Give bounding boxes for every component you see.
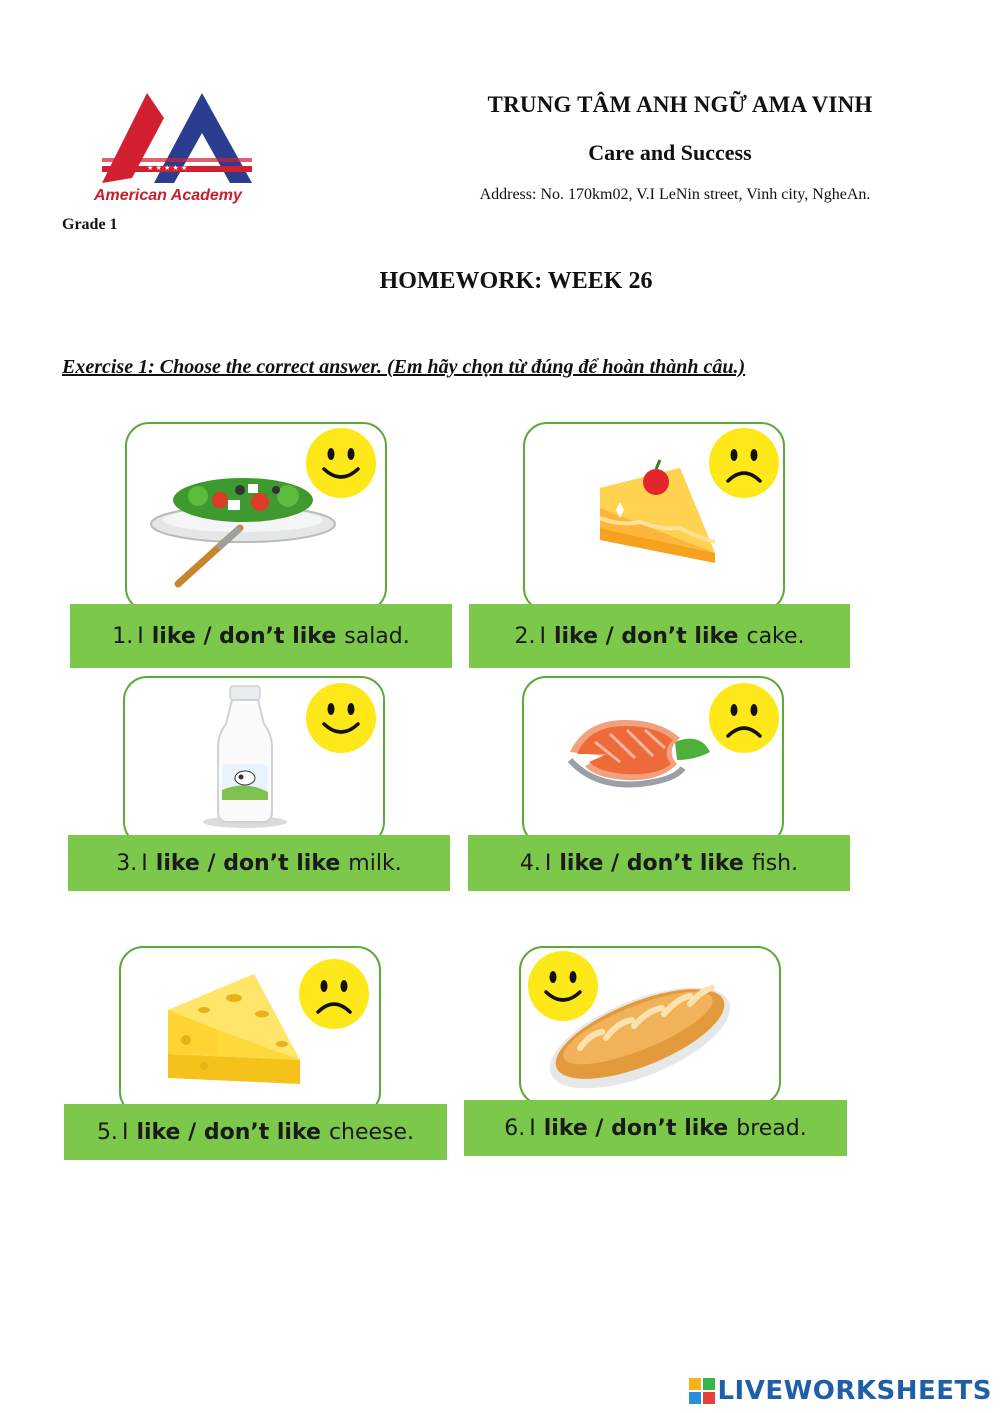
- slogan: Care and Success: [588, 140, 752, 165]
- item-number: 3.: [116, 850, 138, 876]
- like-dislike-choice[interactable]: like / don’t like: [559, 850, 744, 876]
- item-number: 1.: [112, 623, 134, 649]
- liveworksheets-logo-icon: [689, 1378, 715, 1404]
- sentence-bar-2[interactable]: [469, 604, 850, 668]
- sentence-bar-5[interactable]: [64, 1104, 447, 1160]
- happy-face-icon: [305, 427, 377, 499]
- item-number: 4.: [519, 850, 541, 876]
- sentence-bar-1[interactable]: [70, 604, 452, 668]
- homework-title: HOMEWORK: WEEK 26: [379, 268, 653, 294]
- happy-face-icon: [305, 682, 377, 754]
- item-number: 5.: [96, 1119, 118, 1145]
- sentence-bar-4[interactable]: [468, 835, 850, 891]
- milk-bottle-icon: [200, 684, 290, 829]
- like-dislike-choice[interactable]: like / don’t like: [543, 1115, 729, 1141]
- item-pronoun: I: [529, 1115, 536, 1141]
- cheese-icon: [164, 970, 304, 1088]
- item-food: cheese.: [328, 1119, 415, 1145]
- like-dislike-choice[interactable]: like / don’t like: [136, 1119, 321, 1145]
- like-dislike-choice[interactable]: like / don’t like: [155, 850, 341, 876]
- liveworksheets-brand[interactable]: [689, 1376, 992, 1406]
- item-pronoun: I: [141, 850, 148, 876]
- sad-face-icon: [298, 958, 370, 1030]
- american-academy-logo: [92, 88, 267, 208]
- grade-label: Grade 1: [62, 216, 118, 233]
- item-food: salad.: [344, 623, 410, 649]
- item-food: milk.: [348, 850, 402, 876]
- exercise-instruction: Exercise 1: Choose the correct answer. (Em hãy chọn từ đúng để hoàn thành câu.): [62, 356, 746, 378]
- center-name: TRUNG TÂM ANH NGỮ AMA VINH: [487, 92, 873, 117]
- fish-steak-icon: [565, 712, 715, 792]
- address: Address: No. 170km02, V.I LeNin street, Vinh city, NgheAn.: [479, 186, 871, 203]
- cake-icon: [590, 458, 720, 573]
- like-dislike-choice[interactable]: like / don’t like: [553, 623, 739, 649]
- item-pronoun: I: [544, 850, 552, 876]
- sad-face-icon: [708, 682, 780, 754]
- item-number: 6.: [504, 1115, 526, 1141]
- logo-text: American Academy: [94, 187, 242, 204]
- item-food: cake.: [746, 623, 805, 649]
- sad-face-icon: [708, 427, 780, 499]
- like-dislike-choice[interactable]: like / don’t like: [151, 623, 337, 649]
- item-pronoun: I: [137, 623, 144, 649]
- svg-text:★ ★ ★ ★ ★: ★ ★ ★ ★ ★: [147, 164, 188, 172]
- item-pronoun: I: [539, 623, 546, 649]
- item-pronoun: I: [121, 1119, 129, 1145]
- item-food: fish.: [751, 850, 799, 876]
- item-number: 2.: [514, 623, 536, 649]
- item-food: bread.: [736, 1115, 807, 1141]
- bread-icon: [540, 968, 740, 1094]
- sentence-bar-3[interactable]: [68, 835, 450, 891]
- sentence-bar-6[interactable]: [464, 1100, 847, 1156]
- brand-text: LIVEWORKSHEETS: [717, 1376, 992, 1406]
